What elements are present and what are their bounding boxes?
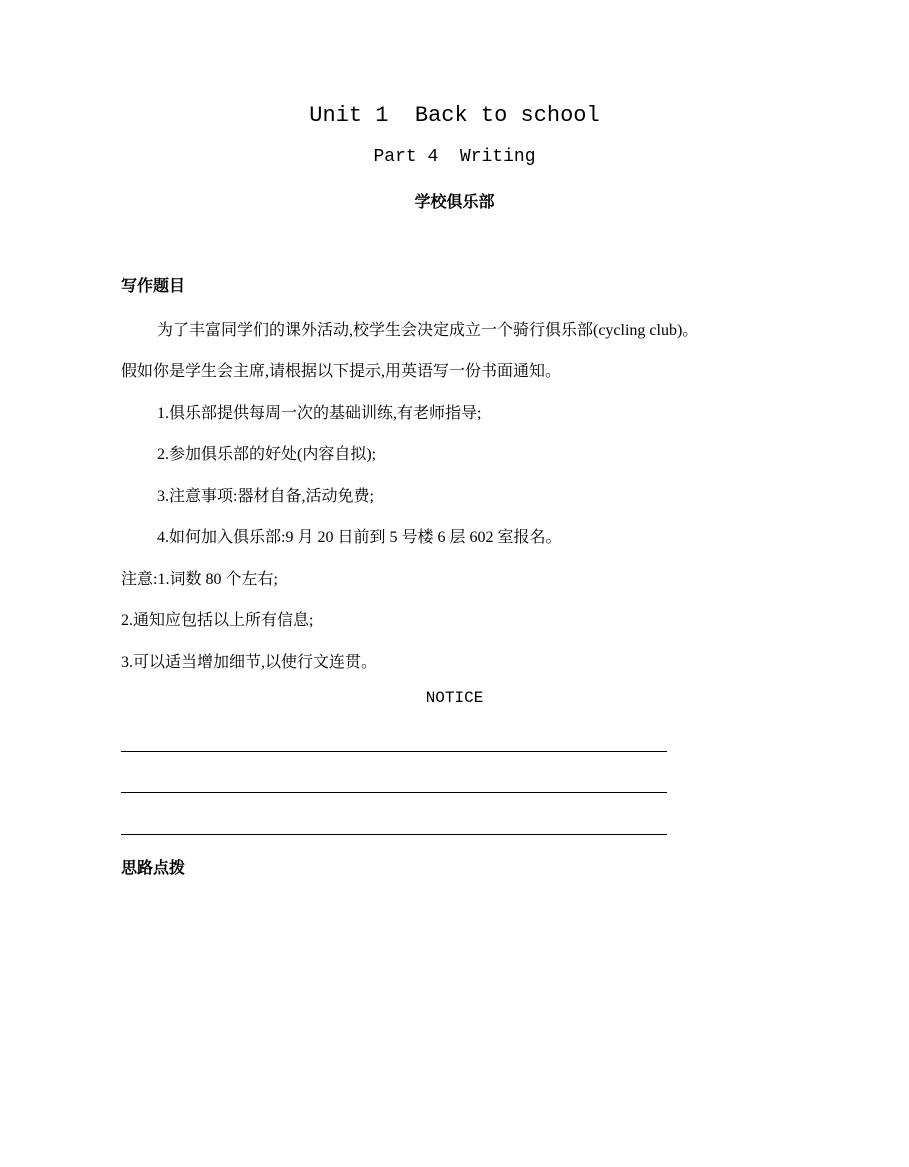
part-title: Part 4 Writing xyxy=(373,147,536,167)
task-heading: 写作题目 xyxy=(121,276,186,295)
task-point-2: 2.参加俱乐部的好处(内容自拟); xyxy=(157,446,377,463)
task-intro-line-2: 假如你是学生会主席,请根据以下提示,用英语写一份书面通知。 xyxy=(121,363,562,380)
task-point-4: 4.如何加入俱乐部:9 月 20 日前到 5 号楼 6 层 602 室报名。 xyxy=(157,529,562,546)
task-note-2: 2.通知应包括以上所有信息; xyxy=(121,612,314,629)
task-note-1: 注意:1.词数 80 个左右; xyxy=(121,571,278,588)
notice-title: NOTICE xyxy=(425,689,484,707)
answer-line-1[interactable] xyxy=(121,751,667,752)
answer-line-3[interactable] xyxy=(121,834,667,835)
topic-title: 学校俱乐部 xyxy=(414,192,495,211)
answer-line-2[interactable] xyxy=(121,792,667,793)
task-point-1: 1.俱乐部提供每周一次的基础训练,有老师指导; xyxy=(157,405,482,422)
hints-heading: 思路点拨 xyxy=(121,858,186,877)
task-note-3: 3.可以适当增加细节,以使行文连贯。 xyxy=(121,654,378,671)
task-point-3: 3.注意事项:器材自备,活动免费; xyxy=(157,488,374,505)
unit-title: Unit 1 Back to school xyxy=(309,103,600,128)
task-intro-line-1: 为了丰富同学们的课外活动,校学生会决定成立一个骑行俱乐部(cycling club)。 xyxy=(157,322,699,339)
